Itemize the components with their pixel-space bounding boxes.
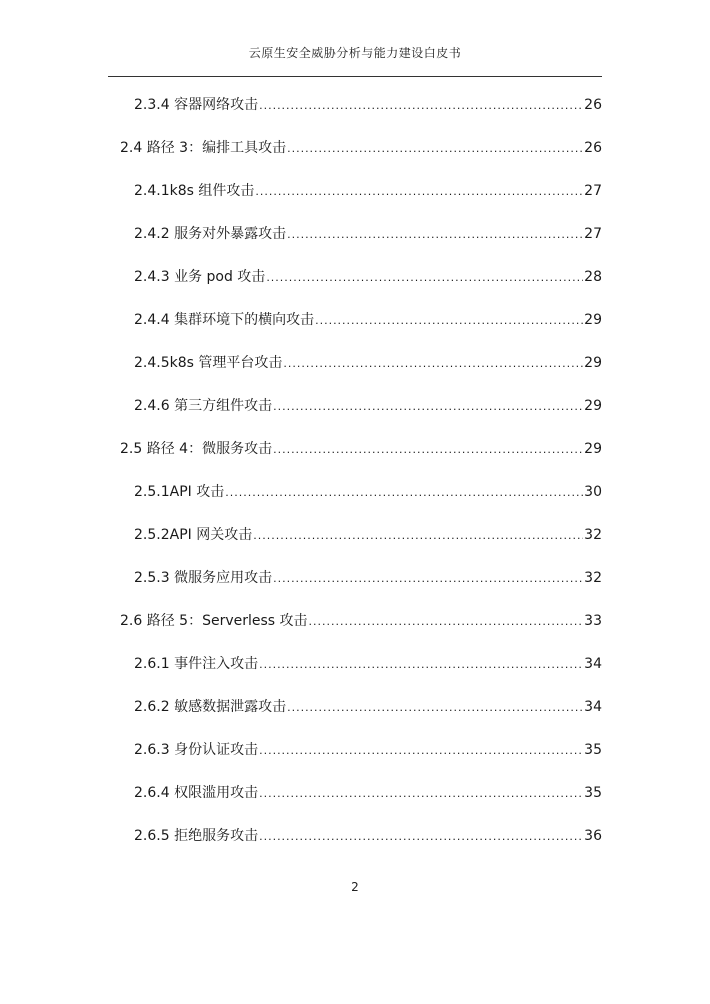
toc-entry-page: 28: [584, 269, 602, 285]
toc-leader-dots: [259, 95, 583, 117]
toc-leader-dots: [283, 353, 583, 375]
toc-entry-title: 2.4.2 服务对外暴露攻击: [134, 226, 287, 242]
toc-entry-title: 2.6 路径 5：Serverless 攻击: [120, 613, 308, 629]
toc-entry-page: 29: [584, 355, 602, 371]
toc-entry[interactable]: [134, 567, 602, 589]
toc-entry-page: 34: [584, 699, 602, 715]
toc-entry-page: 30: [584, 484, 602, 500]
toc-entry[interactable]: [134, 481, 602, 503]
toc-entry-page: 33: [584, 613, 602, 629]
toc-entry-title: 2.6.5 拒绝服务攻击: [134, 828, 259, 844]
toc-entry[interactable]: [134, 782, 602, 804]
toc-entry[interactable]: [134, 223, 602, 245]
toc-entry-page: 26: [584, 140, 602, 156]
toc-leader-dots: [287, 697, 583, 719]
toc-leader-dots: [309, 611, 584, 633]
toc-leader-dots: [259, 826, 583, 848]
toc-leader-dots: [287, 138, 583, 160]
toc-entry-title: 2.5 路径 4：微服务攻击: [120, 441, 273, 457]
toc-entry-page: 26: [584, 97, 602, 113]
toc-entry-page: 32: [584, 570, 602, 586]
toc-entry-title: 2.6.4 权限滥用攻击: [134, 785, 259, 801]
toc-entry-title: 2.6.3 身份认证攻击: [134, 742, 259, 758]
toc-entry[interactable]: [134, 653, 602, 675]
toc-entry-page: 27: [584, 226, 602, 242]
toc-entry[interactable]: [134, 524, 602, 546]
toc-entry[interactable]: [134, 696, 602, 718]
toc-entry-title: 2.4.5k8s 管理平台攻击: [134, 355, 283, 371]
toc-leader-dots: [259, 654, 583, 676]
toc-entry[interactable]: [134, 266, 602, 288]
toc-entry[interactable]: [134, 180, 602, 202]
toc-entry-page: 36: [584, 828, 602, 844]
toc-entry-page: 29: [584, 441, 602, 457]
toc-leader-dots: [315, 310, 583, 332]
toc-leader-dots: [253, 525, 583, 547]
toc-entry-page: 29: [584, 312, 602, 328]
toc-entry-title: 2.3.4 容器网络攻击: [134, 97, 259, 113]
toc-leader-dots: [225, 482, 583, 504]
toc-leader-dots: [255, 181, 583, 203]
toc-entry-page: 27: [584, 183, 602, 199]
page-number: 2: [351, 880, 359, 894]
toc-leader-dots: [259, 740, 583, 762]
toc-entry[interactable]: [120, 610, 602, 632]
toc-entry-title: 2.4.3 业务 pod 攻击: [134, 269, 266, 285]
toc-leader-dots: [273, 396, 583, 418]
toc-entry-page: 34: [584, 656, 602, 672]
toc-entry-title: 2.4.6 第三方组件攻击: [134, 398, 273, 414]
toc-entry-title: 2.5.3 微服务应用攻击: [134, 570, 273, 586]
toc-entry-title: 2.4 路径 3：编排工具攻击: [120, 140, 287, 156]
toc-entry-title: 2.6.1 事件注入攻击: [134, 656, 259, 672]
toc-entry-page: 29: [584, 398, 602, 414]
toc-entry[interactable]: [134, 352, 602, 374]
toc-leader-dots: [273, 568, 583, 590]
toc-entry[interactable]: [134, 825, 602, 847]
toc-entry-page: 32: [584, 527, 602, 543]
toc-entry-title: 2.6.2 敏感数据泄露攻击: [134, 699, 287, 715]
toc-leader-dots: [259, 783, 583, 805]
toc-entry[interactable]: [134, 739, 602, 761]
toc-entry-page: 35: [584, 742, 602, 758]
toc-entry-title: 2.4.1k8s 组件攻击: [134, 183, 255, 199]
toc-leader-dots: [273, 439, 583, 461]
toc-entry-title: 2.5.1API 攻击: [134, 484, 225, 500]
toc-entry[interactable]: [134, 309, 602, 331]
toc-entry[interactable]: [120, 438, 602, 460]
toc-leader-dots: [266, 267, 583, 289]
toc-entry-title: 2.5.2API 网关攻击: [134, 527, 253, 543]
toc-leader-dots: [287, 224, 583, 246]
toc-entry[interactable]: [134, 395, 602, 417]
header-rule: [108, 76, 602, 77]
toc-entry[interactable]: [120, 137, 602, 159]
toc-entry-page: 35: [584, 785, 602, 801]
toc-entry[interactable]: [134, 94, 602, 116]
toc-entry-title: 2.4.4 集群环境下的横向攻击: [134, 312, 315, 328]
running-header: 云原生安全威胁分析与能力建设白皮书: [248, 46, 462, 60]
